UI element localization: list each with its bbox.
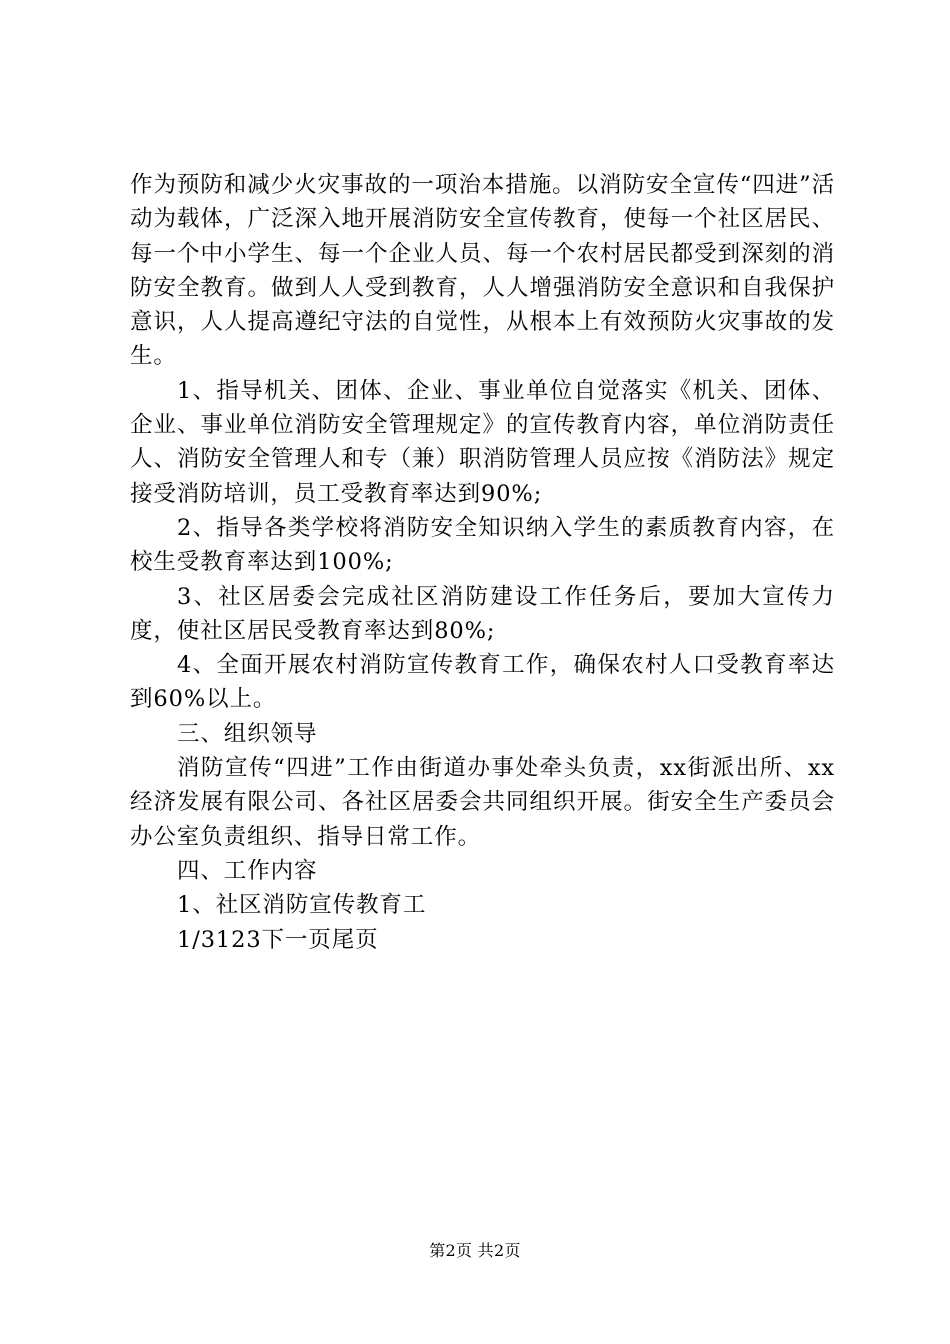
- pagination-text: 1/3123下一页尾页: [177, 926, 379, 953]
- paragraph-item-3: 3、社区居委会完成社区消防建设工作任务后，要加大宣传力度，使社区居民受教育率达到80%;: [130, 583, 835, 644]
- section-heading-organization: 三、组织领导: [177, 720, 318, 747]
- paragraph-organization: 消防宣传“四进”工作由街道办事处牵头负责，xx街派出所、xx经济发展有限公司、各社区居委会共同组织开展。街安全生产委员会办公室负责组织、指导日常工作。: [130, 755, 835, 850]
- paragraph-work-item-1: 1、社区消防宣传教育工: [177, 892, 427, 919]
- document-body: [130, 168, 835, 957]
- paragraph-intro: 作为预防和减少火灾事故的一项治本措施。以消防安全宣传“四进”活动为载体，广泛深入地开展消防安全宣传教育，使每一个社区居民、每一个中小学生、每一个企业人员、每一个农村居民都受到深刻的消防安全教育。做到人人受到教育，人人增强消防安全意识和自我保护意识，人人提高遵纪守法的自觉性，从根本上有效预防火灾事故的发生。: [130, 172, 835, 370]
- paragraph-item-4: 4、全面开展农村消防宣传教育工作，确保农村人口受教育率达到60%以上。: [130, 652, 835, 713]
- section-heading-work-content: 四、工作内容: [177, 857, 318, 884]
- paragraph-item-1: 1、指导机关、团体、企业、事业单位自觉落实《机关、团体、企业、事业单位消防安全管理规定》的宣传教育内容，单位消防责任人、消防安全管理人和专（兼）职消防管理人员应按《消防法》规定接受消防培训，员工受教育率达到90%;: [130, 377, 835, 507]
- paragraph-item-2: 2、指导各类学校将消防安全知识纳入学生的素质教育内容，在校生受教育率达到100%;: [130, 514, 835, 576]
- page-number-footer: 第2页 共2页: [429, 1241, 521, 1260]
